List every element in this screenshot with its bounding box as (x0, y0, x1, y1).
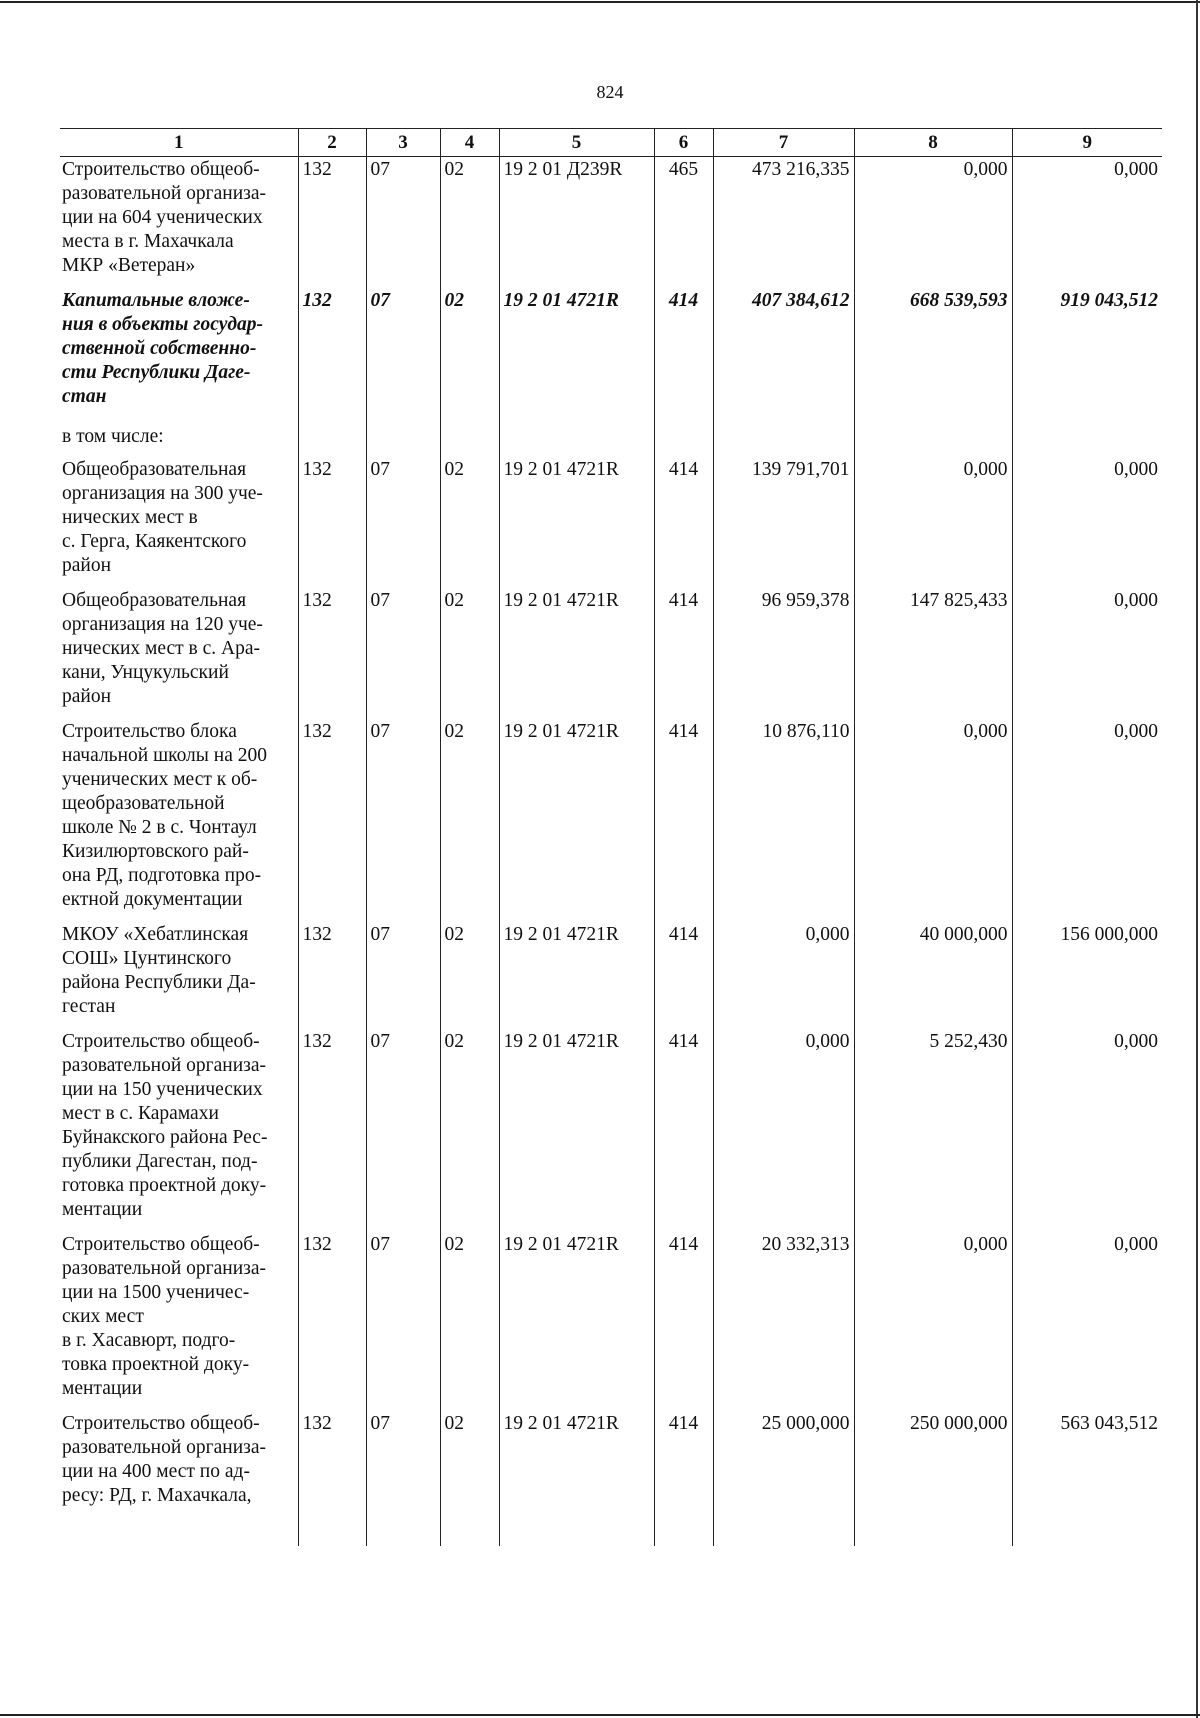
cell-code-target: 19 2 01 4721R (499, 457, 654, 588)
cell-name-line: район (62, 686, 112, 707)
cell-amount-year3: 0,000 (1012, 1232, 1162, 1411)
cell-amount-year3: 0,000 (1012, 719, 1162, 922)
cell-amount-year2: 0,000 (854, 1232, 1012, 1411)
cell-name (60, 419, 298, 457)
budget-table (60, 128, 1162, 1546)
cell-amount-year1 (713, 419, 854, 457)
table-row (60, 1232, 1162, 1411)
cell-code-expense-type: 414 (654, 1232, 713, 1411)
cell-code-ministry: 132 (298, 1029, 366, 1232)
cell-amount-year2: 147 825,433 (854, 588, 1012, 719)
cell-code-subsection: 02 (440, 288, 499, 419)
cell-name-line: Строительство общеоб- (62, 1234, 260, 1255)
cell-name-line: МКОУ «Хебатлинская (62, 924, 249, 945)
cell-code-ministry: 132 (298, 719, 366, 922)
cell-code-target: 19 2 01 4721R (499, 1232, 654, 1411)
cell-name-line: сти Республики Даге- (62, 362, 251, 383)
cell-amount-year3: 0,000 (1012, 157, 1162, 289)
cell-code-section (366, 419, 440, 457)
page-border-right (1196, 0, 1198, 1718)
cell-code-subsection: 02 (440, 922, 499, 1029)
cell-code-subsection: 02 (440, 588, 499, 719)
table-body (60, 157, 1162, 1547)
cell-code-target: 19 2 01 4721R (499, 1411, 654, 1546)
cell-name (60, 457, 298, 588)
cell-name-line: стан (62, 386, 107, 407)
cell-name (60, 588, 298, 719)
cell-name-line: ственной собственно- (62, 338, 257, 359)
cell-name-line: ции на 1500 ученичес- (62, 1282, 250, 1303)
cell-name-line: Строительство общеоб- (62, 1413, 260, 1434)
column-header: 2 (298, 129, 366, 157)
cell-amount-year3: 0,000 (1012, 1029, 1162, 1232)
cell-name-line: разовательной организа- (62, 1258, 267, 1279)
cell-code-section: 07 (366, 922, 440, 1029)
cell-code-expense-type: 414 (654, 719, 713, 922)
cell-name-line: ции на 150 ученических (62, 1079, 263, 1100)
cell-name-line: разовательной организа- (62, 1437, 267, 1458)
cell-name-line: Буйнакского района Рес- (62, 1127, 268, 1148)
cell-code-ministry: 132 (298, 1411, 366, 1546)
cell-name-line: Капитальные вложе- (62, 290, 250, 311)
cell-name-line: мест в с. Карамахи (62, 1103, 219, 1124)
table-header-row (60, 129, 1162, 157)
cell-name-line: ученических мест к об- (62, 769, 258, 790)
table-row (60, 719, 1162, 922)
table-row (60, 588, 1162, 719)
cell-name (60, 1029, 298, 1232)
cell-name-line: организация на 120 уче- (62, 614, 263, 635)
cell-code-ministry: 132 (298, 588, 366, 719)
cell-code-section: 07 (366, 457, 440, 588)
cell-code-target: 19 2 01 4721R (499, 719, 654, 922)
cell-code-expense-type: 414 (654, 1411, 713, 1546)
cell-amount-year1: 0,000 (713, 922, 854, 1029)
cell-name-line: организация на 300 уче- (62, 483, 263, 504)
cell-name (60, 1411, 298, 1546)
cell-code-ministry: 132 (298, 1232, 366, 1411)
cell-name-line: Строительство блока (62, 721, 237, 742)
cell-name (60, 719, 298, 922)
cell-name-line: район (62, 555, 112, 576)
column-header: 7 (713, 129, 854, 157)
cell-name-line: места в г. Махачкала (62, 231, 234, 252)
cell-code-section: 07 (366, 1029, 440, 1232)
cell-name-line: щеобразовательной (62, 793, 225, 814)
cell-code-expense-type: 414 (654, 288, 713, 419)
cell-code-expense-type: 465 (654, 157, 713, 289)
cell-amount-year2: 0,000 (854, 719, 1012, 922)
column-header: 3 (366, 129, 440, 157)
cell-name-line: ресу: РД, г. Махачкала, (62, 1485, 252, 1506)
cell-code-subsection: 02 (440, 1411, 499, 1546)
cell-code-target (499, 419, 654, 457)
cell-name-line: товка проектной доку- (62, 1354, 250, 1375)
column-header: 8 (854, 129, 1012, 157)
cell-name (60, 1232, 298, 1411)
cell-code-expense-type: 414 (654, 588, 713, 719)
cell-name-line: она РД, подготовка про- (62, 865, 262, 886)
cell-code-section: 07 (366, 588, 440, 719)
cell-name-line: разовательной организа- (62, 183, 267, 204)
cell-code-ministry: 132 (298, 288, 366, 419)
cell-code-expense-type: 414 (654, 457, 713, 588)
cell-name-line: готовка проектной доку- (62, 1175, 267, 1196)
cell-code-subsection: 02 (440, 719, 499, 922)
cell-name-line: с. Герга, Каякентского (62, 531, 247, 552)
cell-name-line: ектной документации (62, 889, 243, 910)
cell-name-line: публики Дагестан, под- (62, 1151, 258, 1172)
cell-amount-year1: 20 332,313 (713, 1232, 854, 1411)
cell-name-line: начальной школы на 200 (62, 745, 267, 766)
cell-code-subsection: 02 (440, 1232, 499, 1411)
table-row (60, 922, 1162, 1029)
cell-name-line: ции на 604 ученических (62, 207, 263, 228)
cell-amount-year1: 139 791,701 (713, 457, 854, 588)
column-header: 9 (1012, 129, 1162, 157)
cell-amount-year2: 0,000 (854, 157, 1012, 289)
cell-code-section: 07 (366, 719, 440, 922)
cell-name-line: гестан (62, 996, 116, 1017)
cell-amount-year2: 0,000 (854, 457, 1012, 588)
cell-name-line: школе № 2 в с. Чонтаул (62, 817, 257, 838)
cell-name-line: в г. Хасавюрт, подго- (62, 1330, 236, 1351)
column-header: 6 (654, 129, 713, 157)
cell-code-section: 07 (366, 288, 440, 419)
table-row-subheading (60, 419, 1162, 457)
cell-code-expense-type: 414 (654, 1029, 713, 1232)
cell-code-ministry: 132 (298, 457, 366, 588)
cell-name-line: Общеобразовательная (62, 459, 247, 480)
cell-amount-year3 (1012, 419, 1162, 457)
cell-code-subsection (440, 419, 499, 457)
cell-code-target: 19 2 01 4721R (499, 288, 654, 419)
cell-name-line: Общеобразовательная (62, 590, 247, 611)
cell-name-line: нических мест в с. Ара- (62, 638, 261, 659)
cell-code-section: 07 (366, 157, 440, 289)
cell-name (60, 157, 298, 289)
column-header: 5 (499, 129, 654, 157)
cell-name-line: СОШ» Цунтинского (62, 948, 232, 969)
table-row (60, 157, 1162, 289)
page-border-bottom (0, 1714, 1200, 1716)
cell-amount-year1: 96 959,378 (713, 588, 854, 719)
cell-name-line: разовательной организа- (62, 1055, 267, 1076)
cell-code-target: 19 2 01 4721R (499, 1029, 654, 1232)
cell-code-target: 19 2 01 4721R (499, 588, 654, 719)
cell-name (60, 922, 298, 1029)
cell-name-line: Кизилюртовского рай- (62, 841, 249, 862)
cell-code-ministry (298, 419, 366, 457)
page-number: 824 (596, 82, 624, 102)
cell-code-subsection: 02 (440, 457, 499, 588)
column-header: 4 (440, 129, 499, 157)
cell-name-line: нических мест в (62, 507, 198, 528)
cell-name-line: ских мест (62, 1306, 144, 1327)
cell-name-line: Строительство общеоб- (62, 159, 260, 180)
cell-name-line: района Республики Да- (62, 972, 256, 993)
cell-amount-year1: 473 216,335 (713, 157, 854, 289)
cell-amount-year1: 0,000 (713, 1029, 854, 1232)
cell-name-line: ментации (62, 1378, 143, 1399)
table-row (60, 457, 1162, 588)
cell-name-line: МКР «Ветеран» (62, 255, 196, 276)
cell-amount-year1: 407 384,612 (713, 288, 854, 419)
cell-code-target: 19 2 01 Д239R (499, 157, 654, 289)
cell-code-ministry: 132 (298, 922, 366, 1029)
cell-code-subsection: 02 (440, 157, 499, 289)
cell-code-target: 19 2 01 4721R (499, 922, 654, 1029)
table-row-total (60, 288, 1162, 419)
cell-amount-year1: 10 876,110 (713, 719, 854, 922)
cell-code-ministry: 132 (298, 157, 366, 289)
cell-code-section: 07 (366, 1411, 440, 1546)
cell-name-line: ментации (62, 1199, 143, 1220)
cell-code-subsection: 02 (440, 1029, 499, 1232)
cell-amount-year2: 668 539,593 (854, 288, 1012, 419)
cell-amount-year3: 919 043,512 (1012, 288, 1162, 419)
cell-code-expense-type (654, 419, 713, 457)
cell-name-line: Строительство общеоб- (62, 1031, 260, 1052)
cell-name (60, 288, 298, 419)
page-border-top (0, 1, 1200, 3)
cell-amount-year2: 40 000,000 (854, 922, 1012, 1029)
cell-code-expense-type: 414 (654, 922, 713, 1029)
cell-amount-year1: 25 000,000 (713, 1411, 854, 1546)
cell-code-section: 07 (366, 1232, 440, 1411)
cell-amount-year3: 156 000,000 (1012, 922, 1162, 1029)
cell-amount-year3: 563 043,512 (1012, 1411, 1162, 1546)
cell-name-line: ния в объекты государ- (62, 314, 264, 335)
table-row (60, 1411, 1162, 1546)
cell-amount-year3: 0,000 (1012, 588, 1162, 719)
cell-amount-year2: 5 252,430 (854, 1029, 1012, 1232)
cell-amount-year3: 0,000 (1012, 457, 1162, 588)
cell-name-line: кани, Унцукульский (62, 662, 229, 683)
cell-name-line: в том числе: (62, 426, 164, 447)
cell-amount-year2 (854, 419, 1012, 457)
cell-name-line: ции на 400 мест по ад- (62, 1461, 250, 1482)
cell-amount-year2: 250 000,000 (854, 1411, 1012, 1546)
column-header: 1 (60, 129, 298, 157)
table-row (60, 1029, 1162, 1232)
